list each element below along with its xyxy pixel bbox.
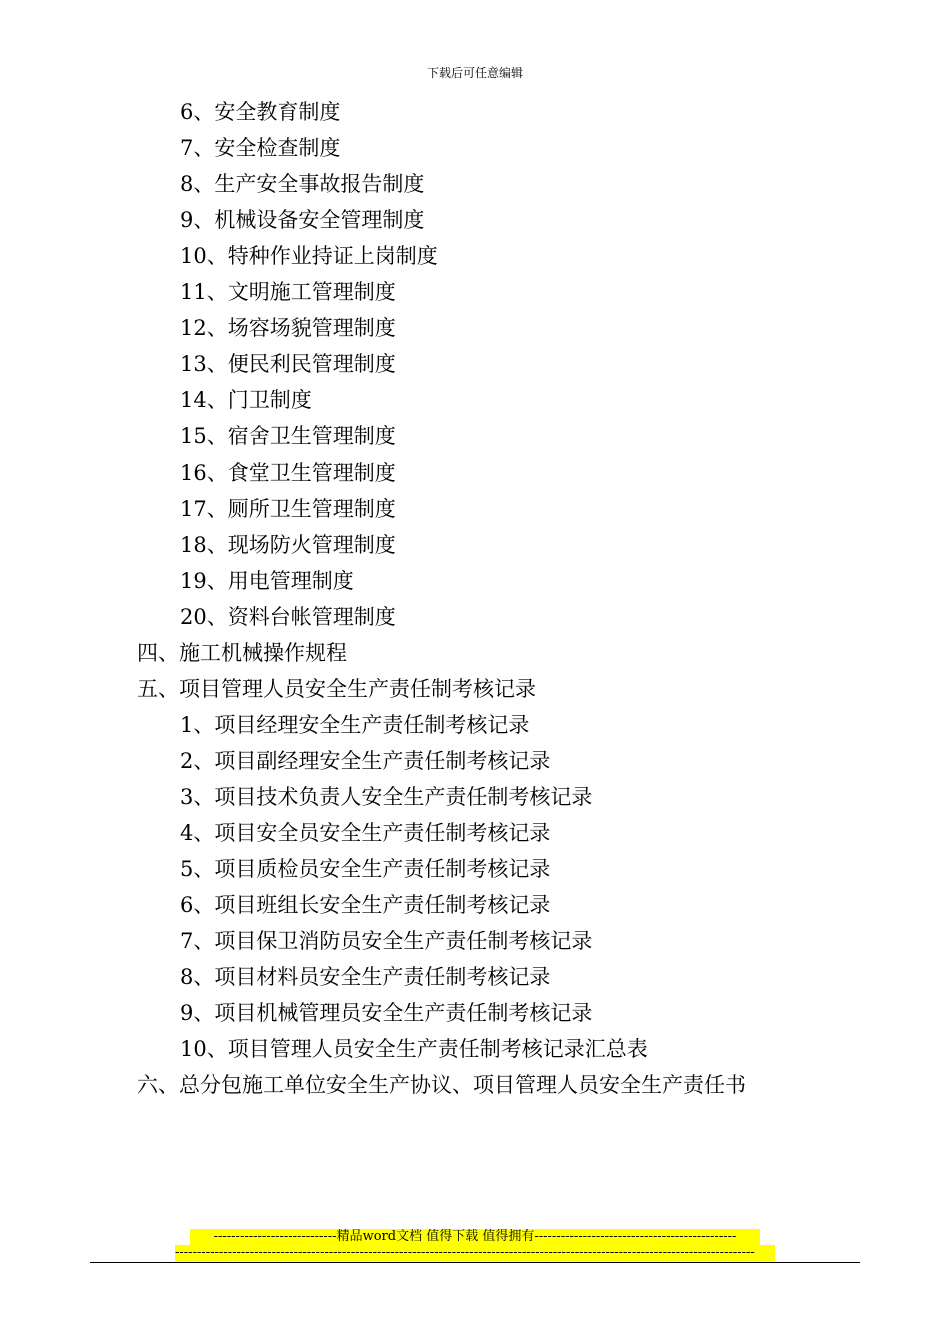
list-item: 7、项目保卫消防员安全生产责任制考核记录 — [180, 929, 593, 954]
list-item: 10、项目管理人员安全生产责任制考核记录汇总表 — [180, 1037, 648, 1062]
list-item: 13、便民利民管理制度 — [180, 352, 396, 377]
list-item: 20、资料台帐管理制度 — [180, 604, 396, 629]
list-item: 18、现场防火管理制度 — [180, 532, 396, 557]
list-item: 15、宿舍卫生管理制度 — [180, 424, 396, 449]
list-item: 1、项目经理安全生产责任制考核记录 — [180, 712, 530, 737]
list-item: 3、项目技术负责人安全生产责任制考核记录 — [180, 784, 593, 809]
list-item: 14、门卫制度 — [180, 388, 312, 413]
list-item: 9、机械设备安全管理制度 — [180, 208, 425, 233]
list-item: 9、项目机械管理员安全生产责任制考核记录 — [180, 1001, 593, 1026]
list-item: 8、项目材料员安全生产责任制考核记录 — [180, 965, 551, 990]
list-item: 6、项目班组长安全生产责任制考核记录 — [180, 893, 551, 918]
footer-divider — [90, 1262, 860, 1263]
list-item: 11、文明施工管理制度 — [180, 280, 396, 305]
list-item: 12、场容场貌管理制度 — [180, 316, 396, 341]
list-item: 17、厕所卫生管理制度 — [180, 496, 396, 521]
page-header-text: 下载后可任意编辑 — [426, 66, 523, 80]
section-heading: 五、项目管理人员安全生产责任制考核记录 — [137, 676, 536, 701]
list-item: 2、项目副经理安全生产责任制考核记录 — [180, 748, 551, 773]
list-item: 4、项目安全员安全生产责任制考核记录 — [180, 821, 551, 845]
list-item: 8、生产安全事故报告制度 — [180, 172, 425, 197]
footer-watermark-line: ----------------------------精品word文档 值得下载 值得拥有---------------------------------------------- — [190, 1229, 760, 1245]
section-heading: 六、总分包施工单位安全生产协议、项目管理人员安全生产责任书 — [137, 1073, 746, 1098]
list-item: 7、安全检查制度 — [180, 136, 341, 161]
section-heading: 四、施工机械操作规程 — [137, 640, 347, 665]
list-item: 16、食堂卫生管理制度 — [180, 460, 396, 485]
footer-dash-line: ------------------------------------------------------------------------------------------------------------------------------------ — [175, 1245, 775, 1261]
list-item: 5、项目质检员安全生产责任制考核记录 — [180, 857, 551, 881]
list-item: 10、特种作业持证上岗制度 — [180, 244, 438, 269]
list-item: 6、安全教育制度 — [180, 100, 341, 124]
list-item: 19、用电管理制度 — [180, 568, 354, 593]
